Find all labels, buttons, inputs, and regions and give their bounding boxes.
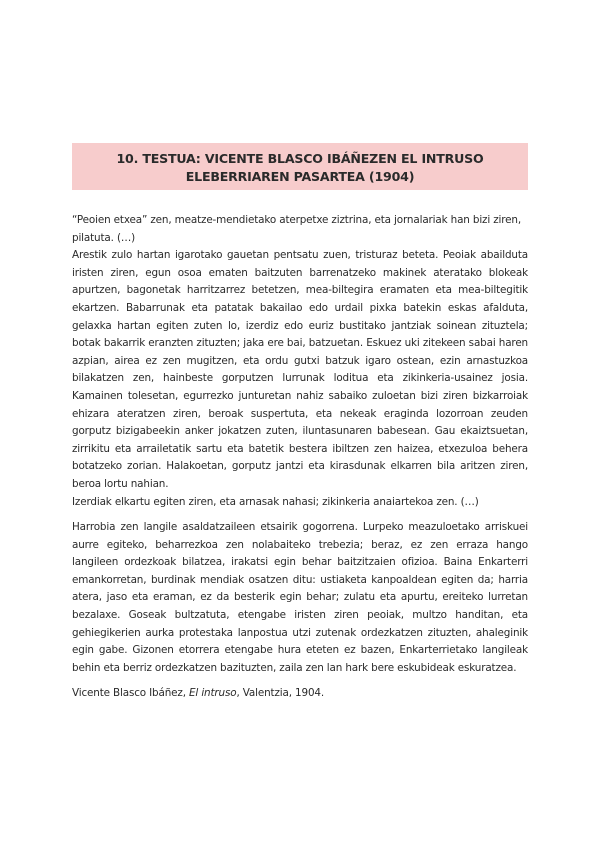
citation — [72, 685, 528, 703]
text-body — [72, 212, 528, 703]
paragraph-sweat: Izerdiak elkartu egiten ziren, eta arnasak nahasi; zikinkeria anaiartekoa zen. (…) — [72, 495, 479, 508]
title-banner — [72, 143, 528, 190]
title-line-1: 10. TESTUA: VICENTE BLASCO IBÁÑEZEN EL INTRUSO — [116, 151, 484, 166]
citation-work: El intruso — [189, 687, 237, 700]
title-line-2: ELEBERRIAREN PASARTEA (1904) — [185, 169, 415, 184]
paragraph-intro: “Peoien etxea” zen, meatze-mendietako aterpetxe ziztrina, eta jornalariak han bizi ziren, pilatuta. (…) — [72, 214, 522, 244]
citation-author: Vicente Blasco Ibáñez, — [72, 687, 190, 700]
paragraph-quarry: Harrobia zen langile asaldatzaileen etsairik gogorrena. Lurpeko meazuloetako arriskuei aurre egiteko, beharrezkoa zen nolabaiteko trebezia; beraz, ez zen erraza hango langileen ordezkoak bilatzea, irakatsi egin behar baitzitzaien ofizioa. Baina Enkarterri emankorretan, burdinak mendiak osatzen ditu: ustiaketa kanpoaldean egiten da; harria atera, jaso eta eraman, ez da besterik egin behar; zulatu eta apurtu, ereiteko lurretan bezalaxe. Goseak bultzatuta, etengabe iristen ziren peoiak, multzo handitan, eta gehiegikerien aurka protestaka lanpostua utzi zutenak ordezkatzen zituzten, ahaleginik egin gabe. Gizonen etorrera etengabe hura eteten ez bazen, Enkarterrietako langileak behin eta berriz ordezkatzen bazituzten, zaila zen lan hark bere eskubideak eskuratzea. — [72, 521, 528, 674]
paragraph-nights: Arestik zulo hartan igarotako gauetan pentsatu zuen, tristuraz beteta. Peoiak abailduta iristen ziren, egun osoa ematen baitzuten barrenatzeko makinek ateratako blokeak apurtzen, bagonetak harritzarrez betetzen, mea-biltegira eramaten eta mea-biltegitik ekartzen. Babarrunak eta patatak bakailao edo urdail pixka batekin eskas afalduta, gelaxka hartan egiten zuten lo, izerdiz edo euriz bustitako jantziak soinean zituztela; botak bakarrik eranzten zituzten; jaka ere bai, batzuetan. Eskuez uki zitekeen sabai haren azpian, airea ez zen mugitzen, eta ordu gutxi batzuk igaro ostean, ezin arnastuzkoa bilakatzen zen, hainbeste gorputzen lurrunak loditua eta zikinkeria-usainez josia. Kamainen tolesetan, egurrezko junturetan nahiz sabaiko zuloetan bizi ziren bizkarroiak ehizara ateratzen ziren, beroak suspertuta, eta nekeak eraginda lozorroan zeuden gorputz bizigabeekin anker jokatzen zuten, iluntasunaren babesean. Gau ekaiztsuetan, zirrikitu eta arrailetatik sartu eta batetik bestera ibiltzen zen haizea, etxezuloa behera botatzeko zorian. Halakoetan, gorputz jantzi eta kirasdunak elkarren bila aritzen ziren, beroa lortu nahian. — [72, 249, 528, 490]
citation-rest: , Valentzia, 1904. — [236, 687, 325, 700]
